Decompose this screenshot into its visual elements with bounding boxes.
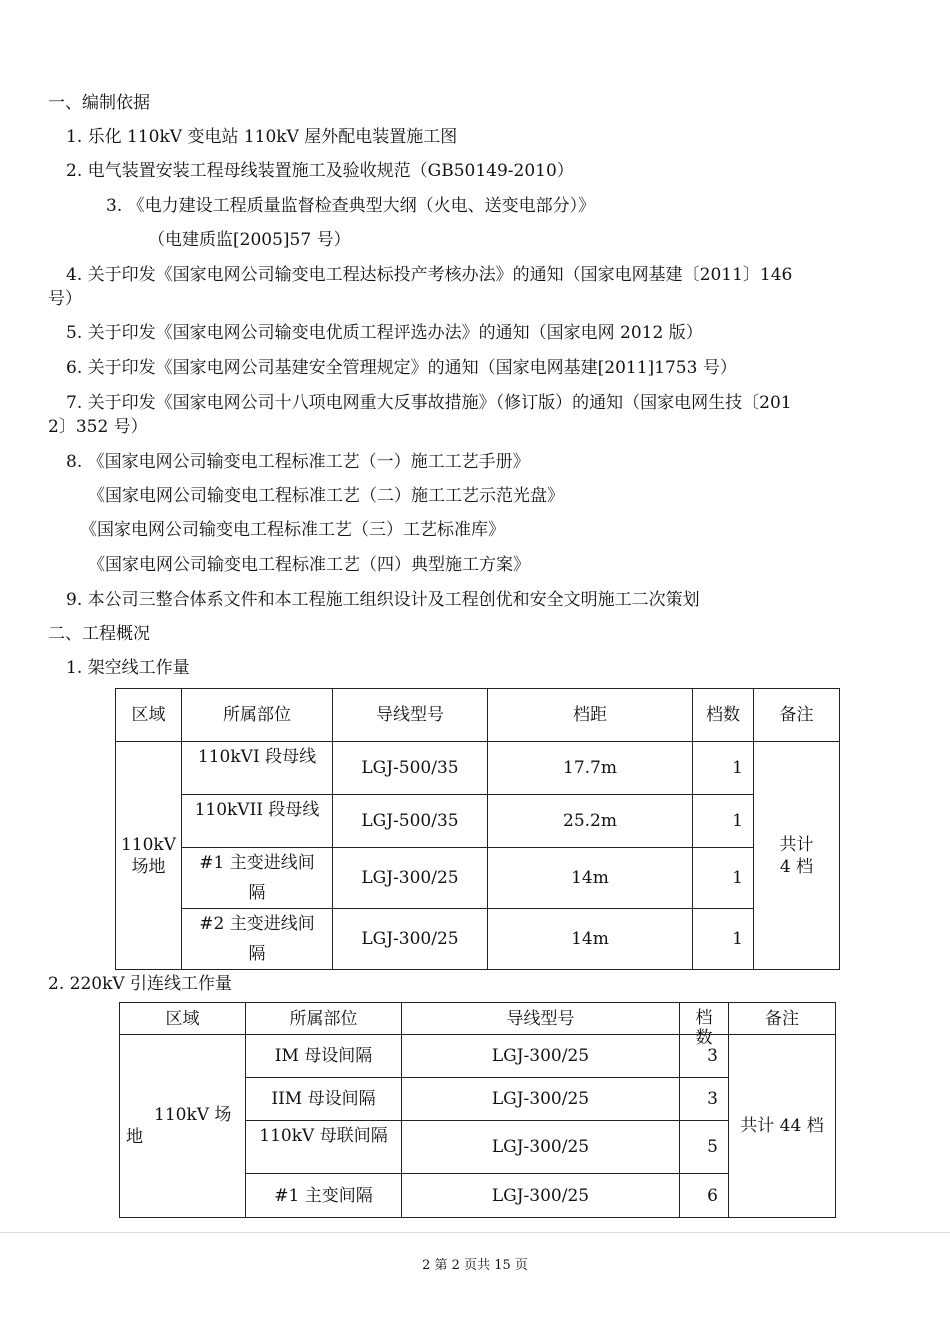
basis-item-7: 7. 关于印发《国家电网公司十八项电网重大反事故措施》（修订版）的通知（国家电网生技〔201 bbox=[66, 393, 792, 413]
wire-cell: LGJ-500/35 bbox=[333, 795, 488, 848]
span-cell: 17.7m bbox=[488, 742, 693, 795]
basis-item-3: 3. 《电力建设工程质量监督检查典型大纲（火电、送变电部分）》 bbox=[106, 196, 596, 216]
count-cell: 3 bbox=[680, 1078, 729, 1121]
basis-item-5: 5. 关于印发《国家电网公司输变电优质工程评选办法》的通知（国家电网 2012 版） bbox=[66, 323, 703, 343]
basis-item-8-c: 《国家电网公司输变电工程标准工艺（三）工艺标准库》 bbox=[80, 520, 505, 540]
header-part: 所属部位 bbox=[246, 1003, 402, 1035]
header-wire-type: 导线型号 bbox=[333, 689, 488, 742]
overhead-line-table bbox=[115, 688, 840, 970]
table-header-row bbox=[120, 1003, 836, 1035]
wire-cell: LGJ-300/25 bbox=[402, 1121, 680, 1174]
span-cell: 14m bbox=[488, 909, 693, 970]
count-cell: 5 bbox=[680, 1121, 729, 1174]
wire-cell: LGJ-300/25 bbox=[333, 848, 488, 909]
count-cell: 3 bbox=[680, 1035, 729, 1078]
basis-item-3-ref: （电建质监[2005]57 号） bbox=[148, 230, 351, 250]
part-cell: #1 主变进线间 隔 bbox=[182, 848, 333, 909]
header-part: 所属部位 bbox=[182, 689, 333, 742]
header-count-overflow: 数 bbox=[695, 1028, 713, 1048]
section-heading-overview: 二、工程概况 bbox=[48, 624, 150, 644]
basis-item-8-b: 《国家电网公司输变电工程标准工艺（二）施工工艺示范光盘》 bbox=[88, 486, 564, 506]
basis-item-8: 8. 《国家电网公司输变电工程标准工艺（一）施工工艺手册》 bbox=[66, 452, 530, 472]
note-cell: 共计 44 档 bbox=[729, 1035, 836, 1218]
count-cell: 1 bbox=[693, 742, 754, 795]
section-heading-basis: 一、编制依据 bbox=[48, 93, 150, 113]
table-header-row bbox=[116, 689, 840, 742]
span-cell: 25.2m bbox=[488, 795, 693, 848]
area-cell: 110kV 场 地 bbox=[120, 1035, 246, 1218]
area-cell: 110kV 场地 bbox=[116, 742, 182, 970]
header-area: 区域 bbox=[120, 1003, 246, 1035]
basis-item-4-cont: 号） bbox=[48, 289, 82, 309]
part-cell: 110kVI 段母线 bbox=[182, 742, 333, 795]
basis-item-2: 2. 电气装置安装工程母线装置施工及验收规范（GB50149-2010） bbox=[66, 161, 574, 181]
table-row bbox=[116, 742, 840, 795]
header-note: 备注 bbox=[754, 689, 840, 742]
wire-cell: LGJ-300/25 bbox=[402, 1174, 680, 1218]
header-span: 档距 bbox=[488, 689, 693, 742]
header-count: 档 数 bbox=[680, 1003, 729, 1035]
basis-item-9: 9. 本公司三整合体系文件和本工程施工组织设计及工程创优和安全文明施工二次策划 bbox=[66, 590, 700, 610]
table-row bbox=[116, 909, 840, 970]
subheading-overhead-lines: 1. 架空线工作量 bbox=[66, 658, 190, 678]
part-cell: #1 主变间隔 bbox=[246, 1174, 402, 1218]
header-count: 档数 bbox=[693, 689, 754, 742]
wire-cell: LGJ-300/25 bbox=[402, 1078, 680, 1121]
wire-cell: LGJ-500/35 bbox=[333, 742, 488, 795]
header-note: 备注 bbox=[729, 1003, 836, 1035]
basis-item-7-cont: 2〕352 号） bbox=[48, 417, 148, 437]
part-cell: IIM 母设间隔 bbox=[246, 1078, 402, 1121]
lead-wire-table bbox=[119, 1002, 836, 1218]
span-cell: 14m bbox=[488, 848, 693, 909]
count-cell: 1 bbox=[693, 909, 754, 970]
basis-item-8-d: 《国家电网公司输变电工程标准工艺（四）典型施工方案》 bbox=[88, 555, 530, 575]
header-wire-type: 导线型号 bbox=[402, 1003, 680, 1035]
part-cell: 110kV 母联间隔 bbox=[246, 1121, 402, 1174]
subheading-220kv-leads: 2. 220kV 引连线工作量 bbox=[48, 974, 233, 994]
page-footer: 2 第 2 页共 15 页 bbox=[422, 1258, 528, 1273]
basis-item-4: 4. 关于印发《国家电网公司输变电工程达标投产考核办法》的通知（国家电网基建〔2011〕146 bbox=[66, 265, 793, 285]
footer-divider bbox=[0, 1232, 950, 1233]
count-cell: 6 bbox=[680, 1174, 729, 1218]
basis-item-6: 6. 关于印发《国家电网公司基建安全管理规定》的通知（国家电网基建[2011]1753 号） bbox=[66, 358, 737, 378]
wire-cell: LGJ-300/25 bbox=[402, 1035, 680, 1078]
part-cell: IM 母设间隔 bbox=[246, 1035, 402, 1078]
part-cell: 110kVII 段母线 bbox=[182, 795, 333, 848]
wire-cell: LGJ-300/25 bbox=[333, 909, 488, 970]
basis-item-1: 1. 乐化 110kV 变电站 110kV 屋外配电装置施工图 bbox=[66, 127, 458, 147]
note-cell: 共计 4 档 bbox=[754, 742, 840, 970]
count-cell: 1 bbox=[693, 795, 754, 848]
header-area: 区域 bbox=[116, 689, 182, 742]
count-cell: 1 bbox=[693, 848, 754, 909]
table-row bbox=[116, 848, 840, 909]
table-row bbox=[116, 795, 840, 848]
table-row bbox=[120, 1035, 836, 1078]
part-cell: #2 主变进线间 隔 bbox=[182, 909, 333, 970]
